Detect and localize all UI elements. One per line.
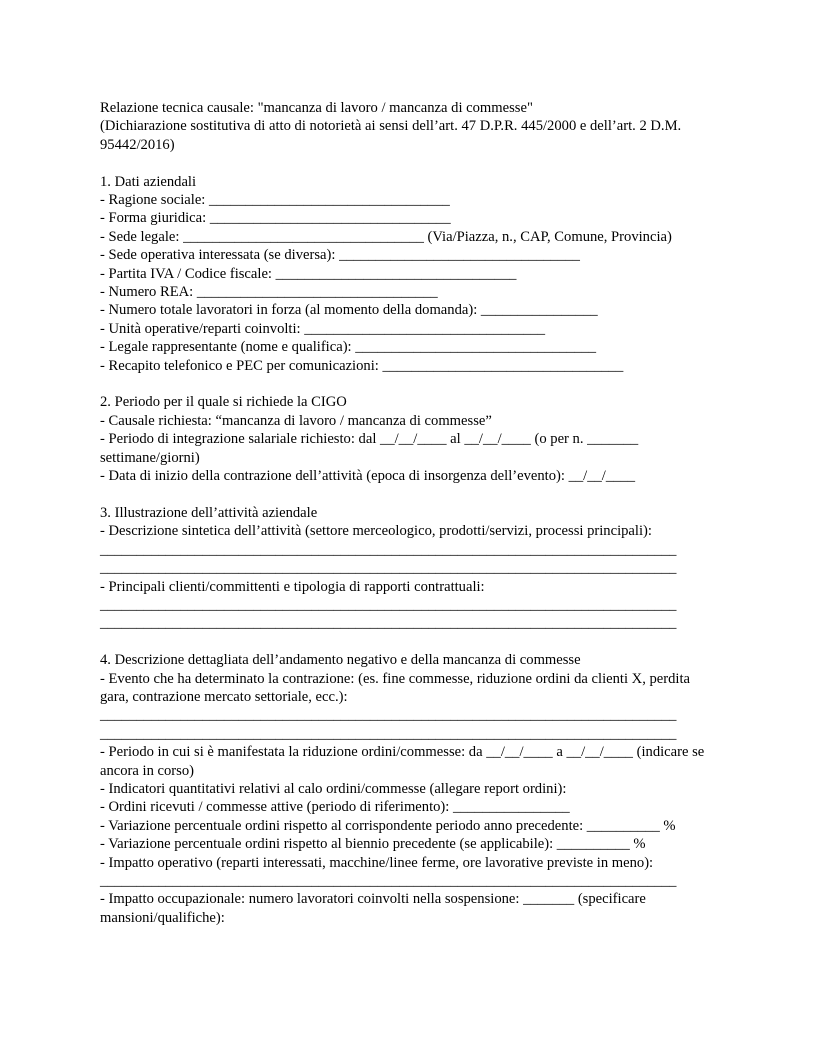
blank-line: _______________________________________________________________________________ bbox=[100, 615, 677, 632]
field-sede-legale: - Sede legale: _________________________________ (Via/Piazza, n., CAP, Comune, Provincia) bbox=[100, 228, 672, 245]
blank-line: _______________________________________________________________________________ bbox=[100, 707, 677, 724]
field-periodo-integrazione: - Periodo di integrazione salariale richiesto: dal __/__/____ al __/__/____ (o per n. _______ settimane/giorni) bbox=[100, 431, 642, 466]
spacer bbox=[100, 375, 720, 393]
section-heading-negative-trend: 4. Descrizione dettagliata dell’andamento negativo e della mancanza di commesse bbox=[100, 652, 581, 669]
field-legale-rappresentante: - Legale rappresentante (nome e qualifica): _________________________________ bbox=[100, 339, 597, 356]
spacer bbox=[100, 633, 720, 651]
field-indicatori-quantitativi: - Indicatori quantitativi relativi al calo ordini/commesse (allegare report ordini): bbox=[100, 780, 567, 797]
field-causale: - Causale richiesta: “mancanza di lavoro / mancanza di commesse” bbox=[100, 412, 492, 429]
field-ordini-ricevuti: - Ordini ricevuti / commesse attive (periodo di riferimento): ________________ bbox=[100, 799, 570, 816]
field-numero-rea: - Numero REA: _________________________________ bbox=[100, 284, 438, 301]
field-evento: - Evento che ha determinato la contrazione: (es. fine commesse, riduzione ordini da clienti X, perdita gara, contrazione mercato settoriale, ecc.): bbox=[100, 670, 694, 705]
blank-line: _______________________________________________________________________________ bbox=[100, 596, 677, 613]
field-variazione-anno: - Variazione percentuale ordini rispetto al corrispondente periodo anno precedente: __________ % bbox=[100, 817, 676, 834]
spacer bbox=[100, 154, 720, 172]
field-principali-clienti: - Principali clienti/committenti e tipologia di rapporti contrattuali: bbox=[100, 578, 485, 595]
field-numero-lavoratori: - Numero totale lavoratori in forza (al momento della domanda): ________________ bbox=[100, 302, 598, 319]
field-impatto-operativo: - Impatto operativo (reparti interessati, macchine/linee ferme, ore lavorative previste in meno): bbox=[100, 854, 654, 871]
blank-line: _______________________________________________________________________________ bbox=[100, 541, 677, 558]
field-variazione-biennio: - Variazione percentuale ordini rispetto al biennio precedente (se applicabile): __________ % bbox=[100, 836, 646, 853]
section-heading-activity: 3. Illustrazione dell’attività aziendale bbox=[100, 504, 318, 521]
field-periodo-riduzione: - Periodo in cui si è manifestata la riduzione ordini/commesse: da __/__/____ a __/__/____ (indicare se ancora in corso) bbox=[100, 744, 708, 779]
document-title: Relazione tecnica causale: "mancanza di lavoro / mancanza di commesse" bbox=[100, 100, 533, 116]
section-heading-company-data: 1. Dati aziendali bbox=[100, 173, 197, 190]
field-ragione-sociale: - Ragione sociale: _________________________________ bbox=[100, 192, 450, 209]
field-descrizione-attivita: - Descrizione sintetica dell’attività (settore merceologico, prodotti/servizi, processi principali): bbox=[100, 523, 652, 540]
field-partita-iva: - Partita IVA / Codice fiscale: _________________________________ bbox=[100, 265, 517, 282]
blank-line: _______________________________________________________________________________ bbox=[100, 725, 677, 742]
field-data-inizio: - Data di inizio della contrazione dell’attività (epoca di insorgenza dell’evento): __/__/____ bbox=[100, 468, 636, 485]
field-unita-operative: - Unità operative/reparti coinvolti: _________________________________ bbox=[100, 320, 546, 337]
spacer bbox=[100, 486, 720, 504]
document-page bbox=[100, 99, 720, 927]
blank-line: _______________________________________________________________________________ bbox=[100, 873, 677, 889]
field-forma-giuridica: - Forma giuridica: _________________________________ bbox=[100, 210, 451, 227]
field-recapito-pec: - Recapito telefonico e PEC per comunicazioni: _________________________________ bbox=[100, 357, 624, 374]
field-impatto-occupazionale: - Impatto occupazionale: numero lavoratori coinvolti nella sospensione: _______ (specificare mansioni/qualifiche): bbox=[100, 891, 650, 926]
blank-line: _______________________________________________________________________________ bbox=[100, 560, 677, 577]
field-sede-operativa: - Sede operativa interessata (se diversa): _________________________________ bbox=[100, 247, 580, 264]
document-subtitle: (Dichiarazione sostitutiva di atto di notorietà ai sensi dell’art. 47 D.P.R. 445/2000 e dell’art. 2 D.M. 95442/2016) bbox=[100, 118, 685, 153]
section-heading-cigo-period: 2. Periodo per il quale si richiede la CIGO bbox=[100, 394, 347, 411]
